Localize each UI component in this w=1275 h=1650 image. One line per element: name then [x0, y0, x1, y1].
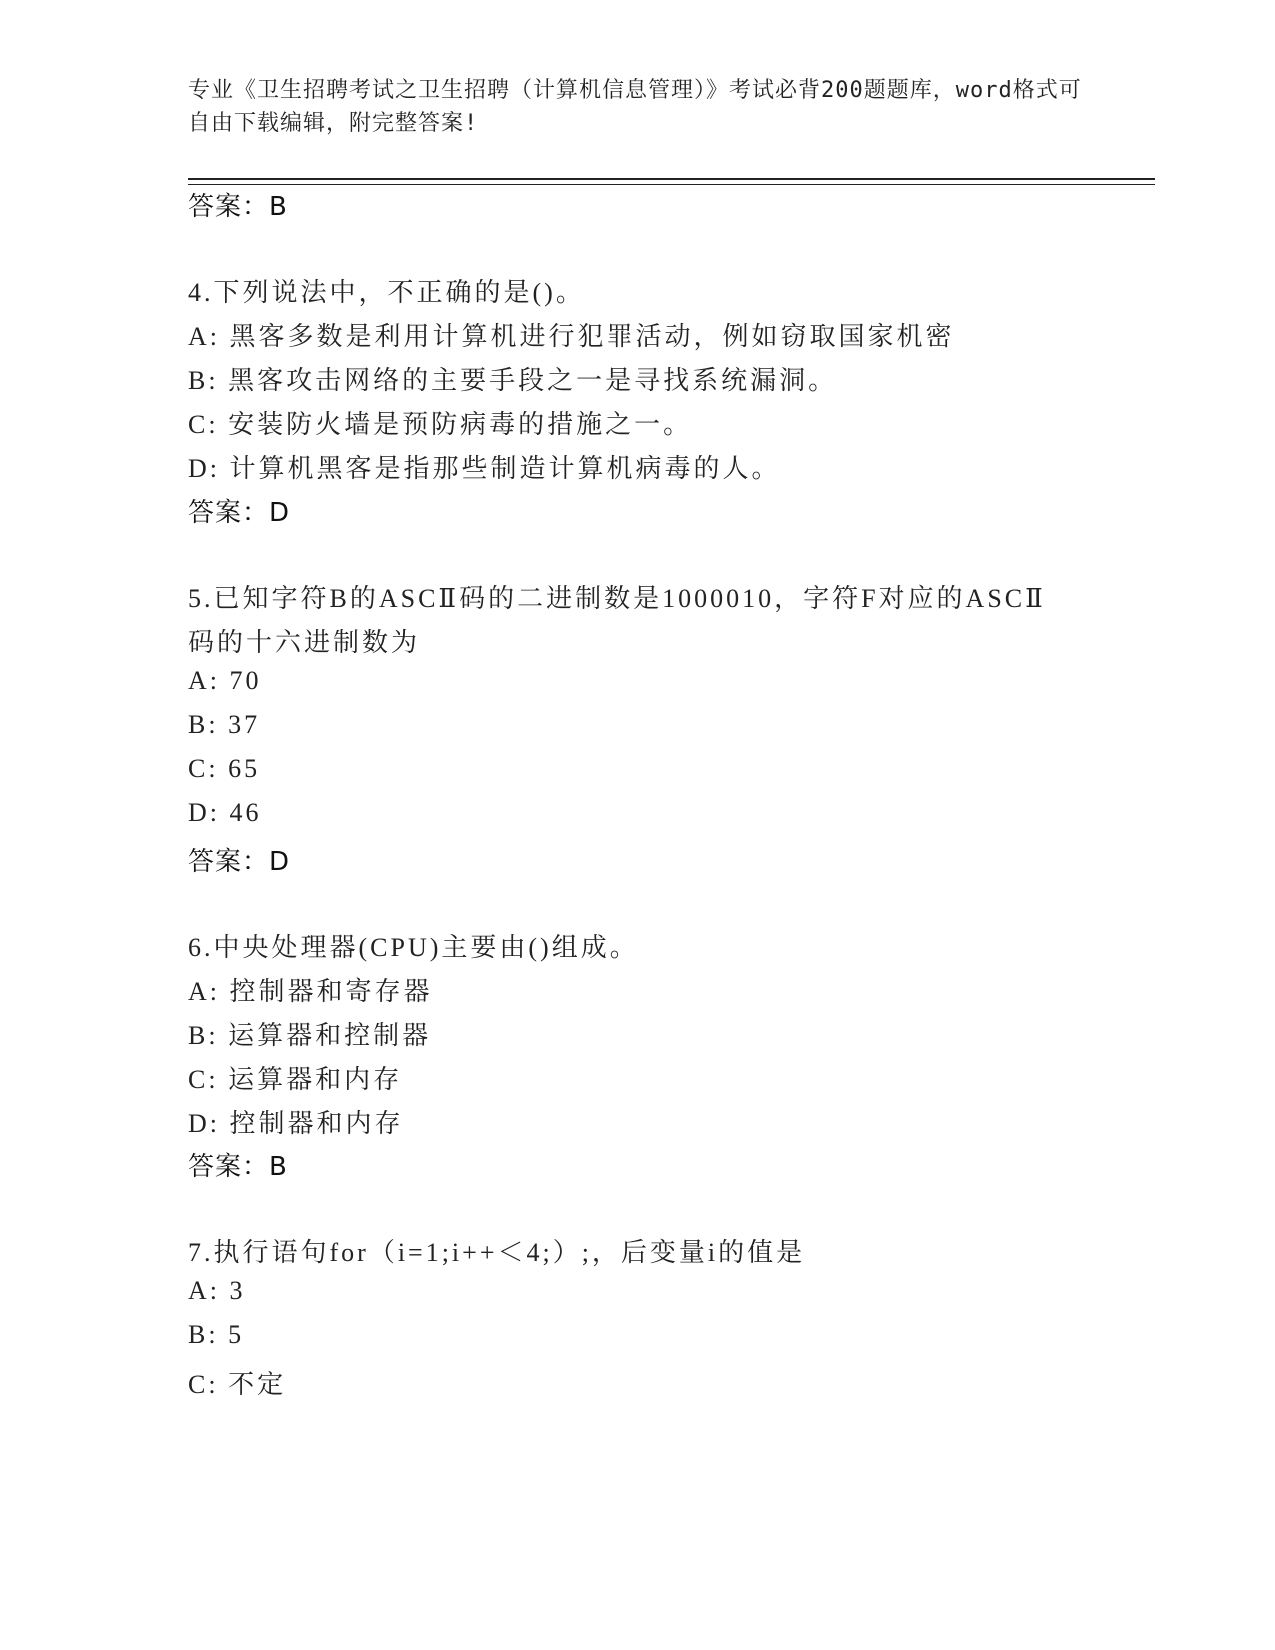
question-4-option-a: A: 黑客多数是利用计算机进行犯罪活动，例如窃取国家机密	[188, 322, 955, 351]
question-7-option-b: B: 5	[188, 1320, 245, 1349]
question-4-option-d: D: 计算机黑客是指那些制造计算机病毒的人。	[188, 454, 781, 483]
question-5-option-c: C: 65	[188, 754, 261, 783]
question-7-option-a: A: 3	[188, 1276, 246, 1305]
question-6-option-a: A: 控制器和寄存器	[188, 977, 433, 1006]
question-6-answer: 答案：B	[188, 1152, 288, 1182]
question-7-stem: 7.执行语句for（i=1;i++＜4;）;，后变量i的值是	[188, 1238, 806, 1267]
question-4-stem: 4.下列说法中，不正确的是()。	[188, 278, 585, 307]
question-6-option-d: D: 控制器和内存	[188, 1109, 404, 1138]
question-4-answer: 答案：D	[188, 498, 291, 528]
question-5-stem-line-2: 码的十六进制数为	[188, 628, 421, 657]
header-divider-thick	[188, 178, 1155, 180]
question-7-option-c: C: 不定	[188, 1370, 287, 1399]
document-header: 专业《卫生招聘考试之卫生招聘（计算机信息管理）》考试必背200题题库，word格式可自由下载编辑，附完整答案!	[188, 78, 1082, 136]
question-5-stem-line-1: 5.已知字符B的ASCⅡ码的二进制数是1000010，字符F对应的ASCⅡ	[188, 584, 1046, 613]
question-6-option-b: B: 运算器和控制器	[188, 1021, 432, 1050]
question-6-option-c: C: 运算器和内存	[188, 1065, 403, 1094]
question-5-option-a: A: 70	[188, 666, 262, 695]
question-5-answer: 答案：D	[188, 847, 291, 877]
question-4-option-b: B: 黑客攻击网络的主要手段之一是寻找系统漏洞。	[188, 366, 838, 395]
header-divider-thin	[188, 184, 1155, 185]
answer-line-prev: 答案：B	[188, 192, 288, 222]
question-4-option-c: C: 安装防火墙是预防病毒的措施之一。	[188, 410, 693, 439]
question-5-option-b: B: 37	[188, 710, 261, 739]
question-6-stem: 6.中央处理器(CPU)主要由()组成。	[188, 933, 639, 962]
question-5-option-d: D: 46	[188, 798, 262, 827]
